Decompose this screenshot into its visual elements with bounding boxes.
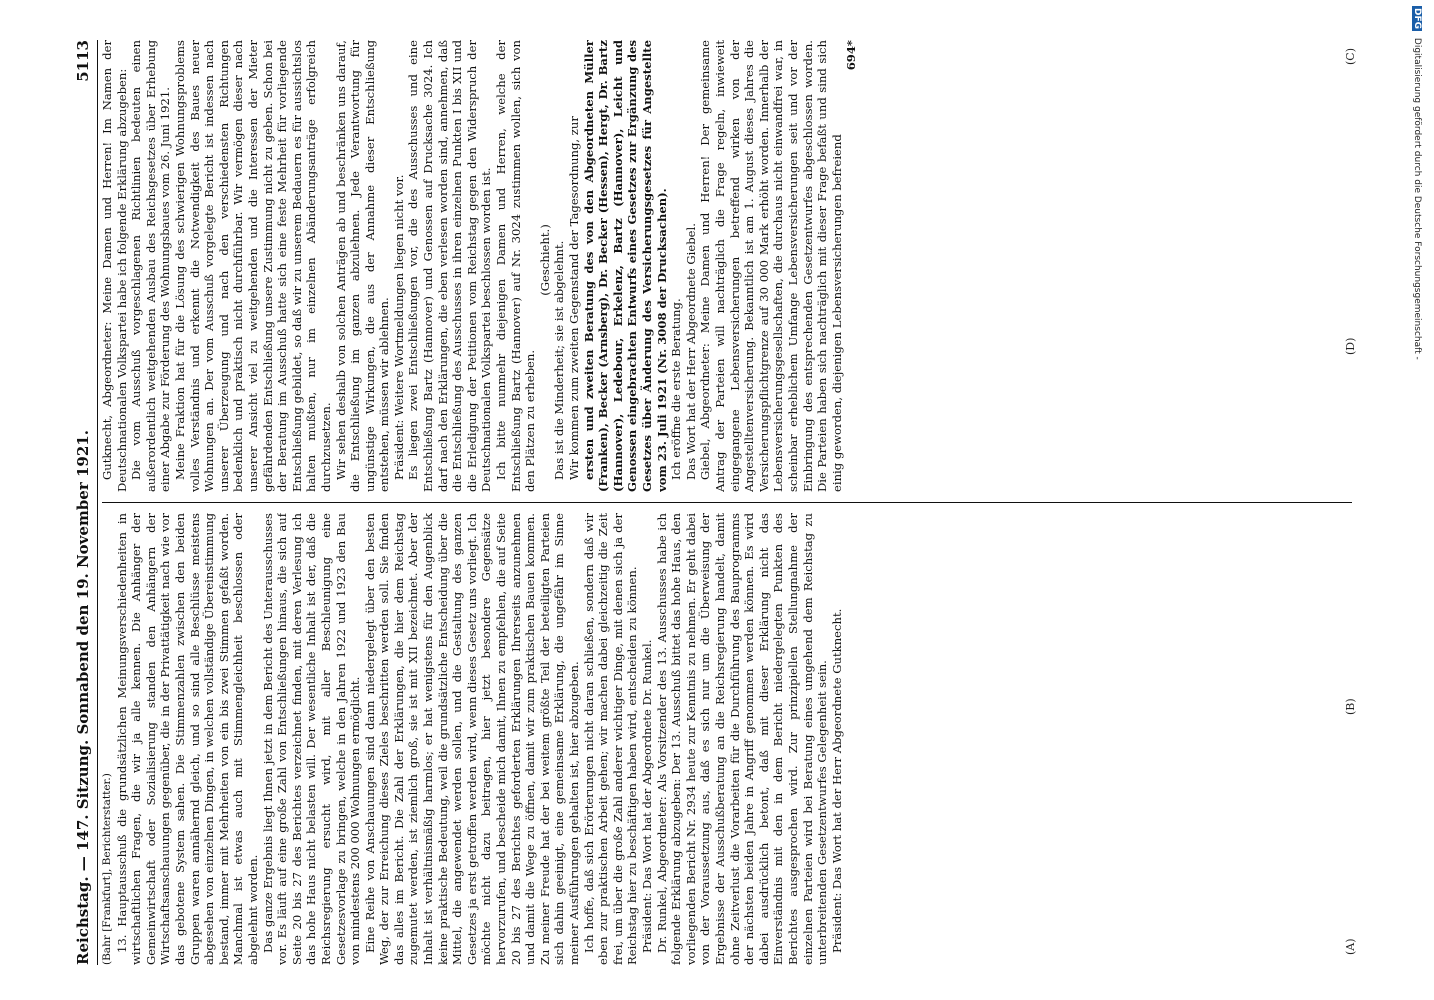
margin-mark-d: (D) [1344,337,1357,355]
paragraph: Die vom Ausschuß vorgeschlagenen Richtlinien bedeuten einen außerordentlich weitgehenden Ausbau des Reichsgesetzes über Erhebung einer Abgabe zur Förderung des Wohnungsbaues vom 26. Juni 1921. [129,40,173,492]
paragraph: Wir sehen deshalb von solchen Anträgen ab und beschränken uns darauf, die Entschließung im ganzen abzulehnen. Jede Verantwortung für ungünstige Wirkungen, die aus der Annahme dieser Entschließung entstehen, müssen wir ablehnen. [333,40,392,492]
right-column [100,40,1355,492]
paragraph: Eine Reihe von Anschauungen sind dann niedergelegt über den besten Weg, der zur Erreichung dieses Zieles beschritten werden soll. Sie finden das alles im Bericht. Die Zahl der Erklärungen, die hier dem Reichstag zugemutet werden, ist ziemlich groß, sie ist mit XII bezeichnet. Aber der Inhalt ist verhältnismäßig harmlos; er hat wenigstens für den Augenblick keine praktische Bedeutung, weil die grundsätzliche Entscheidung über die Mittel, die angewendet werden sollen, und die Gestaltung des ganzen Gesetzes ja erst getroffen werden wird, wenn dieses Gesetz uns vorliegt. Ich möchte nicht dazu beitragen, hier jetzt besondere Gegensätze hervorzurufen, und bescheide mich damit, Ihnen zu empfehlen, die auf Seite 20 bis 27 des Berichtes geforderten Erklärungen Ihrerseits anzunehmen und damit die Wege zu öffnen, damit wir zum praktischen Bauen kommen. Zu meiner Freude hat der bei weitem größte Teil der beteiligten Parteien sich dahin geeinigt, eine gemeinsame Erklärung, die ungefähr im Sinne meiner Ausführungen gehalten ist, hier abzugeben. [362,513,581,965]
credit-text: Digitalisierung gefördert durch die Deutsche Forschungsgemeinschaft - [1412,37,1422,360]
paragraph: Es liegen zwei Entschließungen vor, die des Ausschusses und eine Entschließung Bartz (Hannover) und Genossen auf Drucksache 3024. Ich darf nach den Erklärungen, die eben verlesen worden sind, annehmen, daß die Entschließung des Ausschusses in ihren einzelnen Punkten I bis XII und die Erledigung der Petitionen vom Reichstag gegen den Widerspruch der Deutschnationalen Volkspartei beschlossen worden ist. [406,40,494,492]
margin-mark-c: (C) [1344,48,1357,65]
header-title: Reichstag. — 147. Sitzung. Sonnabend den 19. November 1921. [74,430,92,965]
paragraph: Meine Fraktion hat für die Lösung des schwierigen Wohnungsproblems volles Verständnis und erkennt die Notwendigkeit des Baues neuer Wohnungen an. Der vom Ausschuß vorgelegte Bericht ist indessen nach unserer Überzeugung und nach den verschiedensten Richtungen bedenklich und praktisch nicht durchführbar. Wir vermögen dieser nach unserer Ansicht viel zu weitgehenden und die Interessen der Mieter gefährdenden Entschließung unsere Zustimmung nicht zu geben. Schon bei der Beratung im Ausschuß hatte sich eine feste Mehrheit für vorliegende Entschließung gebildet, so daß wir zu unserem Bedauern es für aussichtslos halten mußten, nur im einzelnen Abänderungsanträge erfolgreich durchzusetzen. [172,40,333,492]
paragraph: Gutknecht, Abgeordneter: Meine Damen und Herren! Im Namen der Deutschnationalen Volkspartei habe ich folgende Erklärung abzugeben: [100,40,129,492]
digitization-credit [1412,6,1432,996]
paragraph: Präsident: Weitere Wortmeldungen liegen nicht vor. [391,174,406,480]
paragraph: (Geschieht.) [537,224,552,296]
paragraph: Präsident: Das Wort hat der Abgeordnete Dr. Runkel. [639,639,654,953]
paragraph: Das ganze Ergebnis liegt Ihnen jetzt in dem Bericht des Unterausschusses vor. Es läuft auf eine große Zahl von Entschließungen hinaus, die sich auf Seite 20 bis 27 des Berichtes verzeichnet finden, mit deren Verlesung ich das hohe Haus nicht belasten will. Der wesentliche Inhalt ist der, daß die Reichsregierung ersucht wird, mit aller Beschleunigung eine Gesetzesvorlage zu bringen, welche in den Jahren 1922 und 1923 den Bau von mindestens 200 000 Wohnungen ermöglicht. [260,513,363,965]
paragraph: Präsident: Das Wort hat der Herr Abgeordnete Gutknecht. [829,608,844,953]
paragraph: Ich bitte nunmehr diejenigen Damen und Herren, welche der Entschließung Bartz (Hannover) auf Nr. 3024 zustimmen wollen, sich von den Plätzen zu erheben. [494,40,538,492]
header-rule [97,40,98,965]
paragraph: Ich hoffe, daß sich Erörterungen nicht daran schließen, sondern daß wir eben zur praktischen Arbeit gehen; wir machen dabei gleichzeitig die Zeit frei, um über die große Zahl anderer wichtiger Dinge, mit denen sich ja der Reichstag hier zu beschäftigen haben wird, entscheiden zu können. [581,513,640,965]
paragraph: Wir kommen zum zweiten Gegenstand der Tagesordnung, zur [567,116,581,480]
paragraph: Das Wort hat der Herr Abgeordnete Giebel. [683,223,698,480]
page-number: 5113 [74,40,92,82]
agenda-item: ersten und zweiten Beratung des von den Abgeordneten Müller (Franken), Becker (Arnsberg), Dr. Becker (Hessen), Hergt, Dr. Bartz (Hannover), Ledebour, Erkelenz, Bartz (Hannover), Leicht und Genossen eingebrachten Entwurfs eines Gesetzes zur Ergänzung des Gesetzes über Änderung des Versicherungsgesetzes für Angestellte vom 23. Juli 1921 (Nr. 3008 der Drucksachen). [581,40,669,492]
margin-mark-a: (A) [1344,938,1357,955]
margin-mark-b: (B) [1344,698,1357,715]
rotated-page-content [70,40,1360,965]
paragraph: Ich eröffne die erste Beratung. [669,298,684,480]
paragraph: Dr. Runkel, Abgeordneter: Als Vorsitzender des 13. Ausschusses habe ich folgende Erklärung abzugeben: Der 13. Ausschuß bittet das hohe Haus, den vorliegenden Bericht Nr. 2934 heute zur Kenntnis zu nehmen. Er geht dabei von der Voraussetzung aus, daß es sich nur um die Überweisung der Ergebnisse der Ausschußberatung an die Reichsregierung handelt, damit ohne Zeitverlust die Vorarbeiten für die Durchführung des Bauprogramms der nächsten beiden Jahre in Angriff genommen werden können. Es wird dabei ausdrücklich betont, daß mit dieser Erklärung nicht das Einverständnis mit den in dem Bericht niedergelegten Punkten des Berichtes ausgesprochen wird. Zur prinzipiellen Stellungnahme der einzelnen Parteien wird bei Beratung eines umgehend dem Reichstag zu unterbreitenden Gesetzentwurfes Gelegenheit sein. [654,513,830,965]
paragraph: 13. Hauptausschuß die grundsätzlichen Meinungsverschiedenheiten in wirtschaftlichen Fragen, die wir ja alle kennen. Die Anhänger der Gemeinwirtschaft oder Sozialisierung standen den Anhängern der Wirtschaftsanschauungen gegenüber, die in der Privattätigkeit nach wie vor das gebotene System sahen. Die Stimmenzahlen zwischen den beiden Gruppen waren annähernd gleich, und so sind alle Beschlüsse meistens abgesehen von einzelnen Dingen, in welchen vollständige Übereinstimmung bestand, immer mit Mehrheiten von ein bis zwei Stimmen gefaßt worden. Manchmal ist etwas auch mit Stimmengleichheit beschlossen oder abgelehnt worden. [114,513,260,965]
column-divider [102,502,1352,503]
left-column [100,513,1355,965]
scanned-page [70,40,1360,965]
paragraph: Giebel, Abgeordneter: Meine Damen und Herren! Der gemeinsame Antrag der Parteien will nachträglich die Frage regeln, inwieweit eingegangene Lebensversicherungen betreffend wirken von der Angestelltenversicherung. Bekanntlich ist am 1. August dieses Jahres die Versicherungspflichtgrenze auf 30 000 Mark erhöht worden. Innerhalb der Lebensversicherungsgesellschaften, die durchaus nicht einwandfrei war, in scheinbar erheblichem Umfange Lebensversicherungen seit und vor der Einbringung des entsprechenden Gesetzentwurfes abgeschlossen worden. Die Parteien haben sich nachträglich mit dieser Frage befaßt und sind sich einig geworden, diejenigen Lebensversicherungen befreiend [698,40,844,492]
page-header [70,40,96,965]
sheet-signature: 694* [844,40,859,71]
dfg-logo: DFG [1412,8,1422,30]
speaker-note: (Bahr [Frankfurt], Berichterstatter.) [101,773,113,965]
paragraph: Das ist die Minderheit; sie ist abgelehnt. [552,240,567,480]
